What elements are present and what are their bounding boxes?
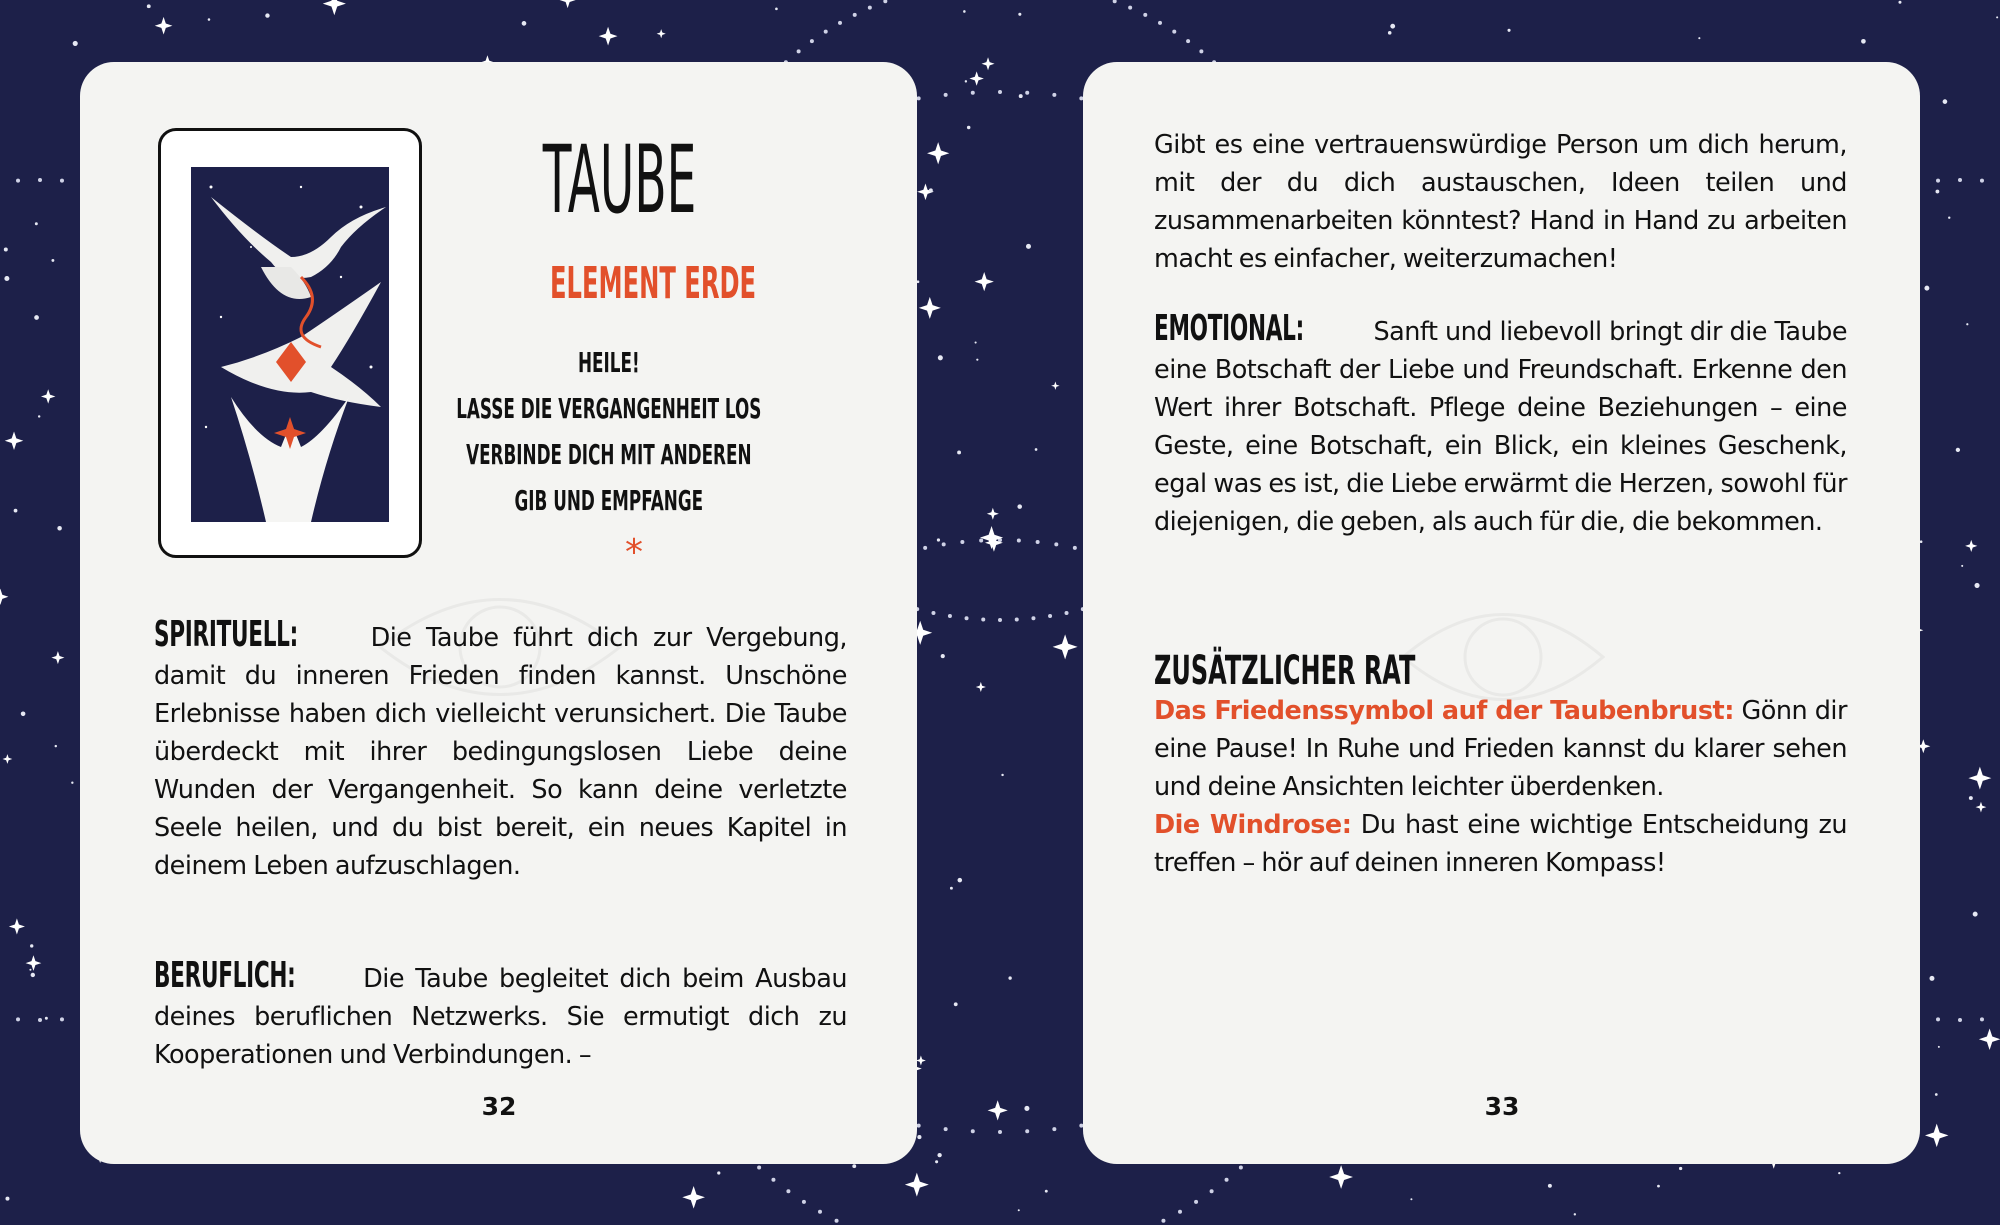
- wind-rose-label: Die Windrose:: [1154, 810, 1352, 840]
- extra-advice-heading: ZUSÄTZLICHER RAT: [1154, 648, 1416, 694]
- beruflich-section: [154, 957, 847, 1074]
- page-number-right: 33: [1484, 1092, 1520, 1121]
- peace-symbol-label: Das Friedenssymbol auf der Taubenbrust:: [1154, 696, 1734, 726]
- card-title: TAUBE: [542, 126, 697, 235]
- spirituell-heading: SPIRITUELL:: [154, 614, 298, 655]
- page-number-left: 32: [481, 1092, 517, 1121]
- extra-advice-section: [1154, 692, 1847, 882]
- affirmation-4: GIB UND EMPFANGE: [514, 484, 704, 517]
- asterisk-ornament: *: [625, 532, 643, 573]
- wind-rose-text: Du hast eine wichtige Entscheidung zu treffen – hör auf deinen inneren Kompass!: [1154, 810, 1848, 878]
- element-subtitle: ELEMENT ERDE: [550, 258, 757, 309]
- affirmation-3: VERBINDE DICH MIT ANDEREN: [466, 438, 752, 471]
- spirituell-text: Die Taube führt dich zur Vergebung, damit du inneren Frieden finden kannst. Unschöne Erlebnisse haben dich vielleicht verunsichert. Die Taube überdeckt mit ihrer bedingungslosen Liebe deine Wunden der Vergangenheit. So kann deine verletzte Seele heilen, und du bist bereit, ein neues Kapitel in deinem Leben aufzuschlagen.: [154, 623, 847, 881]
- peace-symbol-text: Gönn dir eine Pause! In Ruhe und Frieden kannst du klarer sehen und deine Ansichten leichter überdenken.: [1154, 696, 1847, 802]
- beruflich-text: Die Taube begleitet dich beim Ausbau deines beruflichen Netzwerks. Sie ermutigt dich zu Kooperationen und Verbindungen. –: [154, 964, 847, 1070]
- dove-tarot-card: [158, 128, 422, 558]
- right-page: [1083, 62, 1920, 1164]
- emotional-text: Sanft und liebevoll bringt dir die Taube eine Botschaft der Liebe und Freundschaft. Erkenne den Wert ihrer Botschaft. Pflege deine Beziehungen – eine Geste, eine Botschaft, ein Blick, ein kleines Geschenk, egal was es ist, die Liebe erwärmt die Herzen, sowohl für diejenigen, die geben, als auch für die, die bekommen.: [1154, 317, 1848, 537]
- intro-paragraph: Gibt es eine vertrauenswürdige Person um dich herum, mit der du dich austauschen, Ideen teilen und zusammenarbeiten könntest? Hand in Hand zu arbeiten macht es einfacher, weiterzumachen!: [1154, 130, 1847, 274]
- spirituell-section: [154, 616, 847, 885]
- emotional-heading: EMOTIONAL:: [1154, 308, 1304, 349]
- affirmation-2: LASSE DIE VERGANGENHEIT LOS: [456, 392, 762, 425]
- affirmation-1: HEILE!: [577, 346, 640, 379]
- left-page: [80, 62, 917, 1164]
- emotional-section: [1154, 310, 1847, 541]
- beruflich-heading: BERUFLICH:: [154, 955, 296, 996]
- dove-illustration: [191, 167, 389, 522]
